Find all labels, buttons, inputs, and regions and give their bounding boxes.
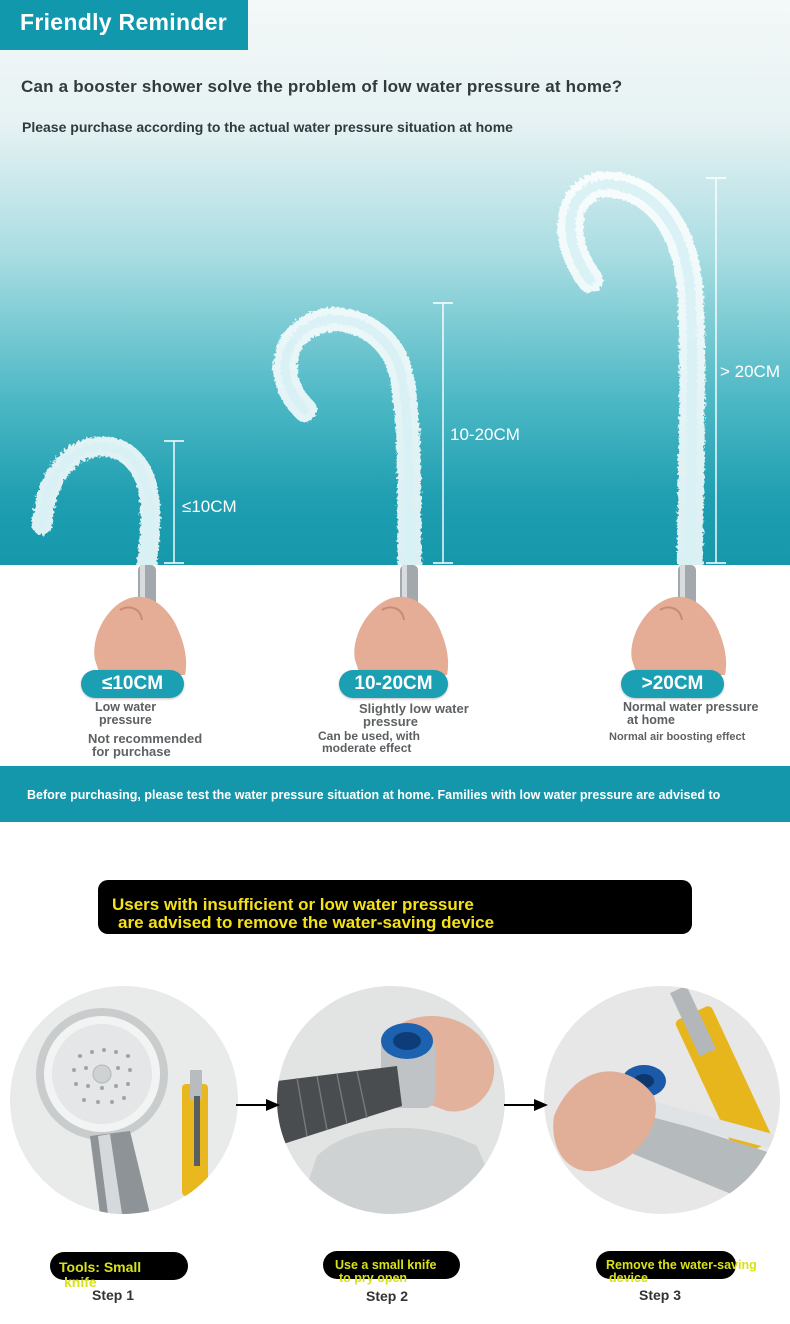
step-2-label: Step 2 [366,1288,409,1304]
prying-device-image [277,986,505,1214]
step-1-photo [10,986,238,1214]
step-3-tag-line-2: device [609,1271,648,1285]
step-3-photo [544,986,780,1214]
arrow-right-icon [236,1098,281,1112]
purchase-advice: Please purchase according to the actual water pressure situation at home [22,119,513,135]
water-jet-high [570,185,692,565]
pressure-pill-low: ≤10CM [81,670,184,698]
caption-mid-1: Slightly low water [359,701,469,716]
measure-label-low: ≤10CM [182,497,237,516]
water-jet-mid [285,320,410,565]
headline-question: Can a booster shower solve the problem of low water pressure at home? [21,77,623,96]
reminder-title: Friendly Reminder [20,9,228,35]
note-mid-2: moderate effect [322,741,412,755]
note-low-2: for purchase [92,744,171,759]
removed-device-image [544,986,780,1214]
measure-label-mid: 10-20CM [450,425,520,444]
step-1-label: Step 1 [92,1287,135,1303]
water-jets-illustration [0,0,790,565]
pressure-pill-mid: 10-20CM [339,670,448,698]
pressure-pill-high: >20CM [621,670,724,698]
caption-high-1: Normal water pressure [623,700,759,714]
arrow-right-icon [504,1098,549,1112]
instruction-line-2: are advised to remove the water-saving device [118,913,495,932]
step-3-label: Step 3 [639,1287,682,1303]
note-low-1: Not recommended [88,731,203,746]
measure-label-high: > 20CM [720,362,780,381]
step-2-tag-line-1: Use a small knife [335,1258,437,1272]
caption-mid-2: pressure [363,714,418,729]
step-1-tag-line-2: knife [64,1274,97,1290]
shower-hand-icon [94,565,186,675]
step-2-photo [277,986,505,1214]
measure-line-low [164,441,184,563]
note-high-1: Normal air boosting effect [609,731,746,743]
step-1-tag-line-1: Tools: Small [59,1259,142,1275]
note-mid-1: Can be used, with [318,729,421,743]
instruction-line-1: Users with insufficient or low water pressure [112,895,474,914]
shower-head-and-knife-image [10,986,238,1214]
caption-low-1: Low water [95,700,157,714]
step-2-tag-line-2: to pry open [339,1271,408,1285]
water-jet-low [42,447,150,565]
caption-high-2: at home [627,713,675,727]
caption-low-2: pressure [99,713,152,727]
step-3-tag-line-1: Remove the water-saving [606,1258,757,1272]
shower-hand-icon [354,565,448,675]
instruction-bar [98,880,692,934]
advice-band-text: Before purchasing, please test the water pressure situation at home. Families with low water pressure are advised to [27,788,721,802]
hands-holding-showers [0,565,790,685]
shower-hand-icon [631,565,726,675]
